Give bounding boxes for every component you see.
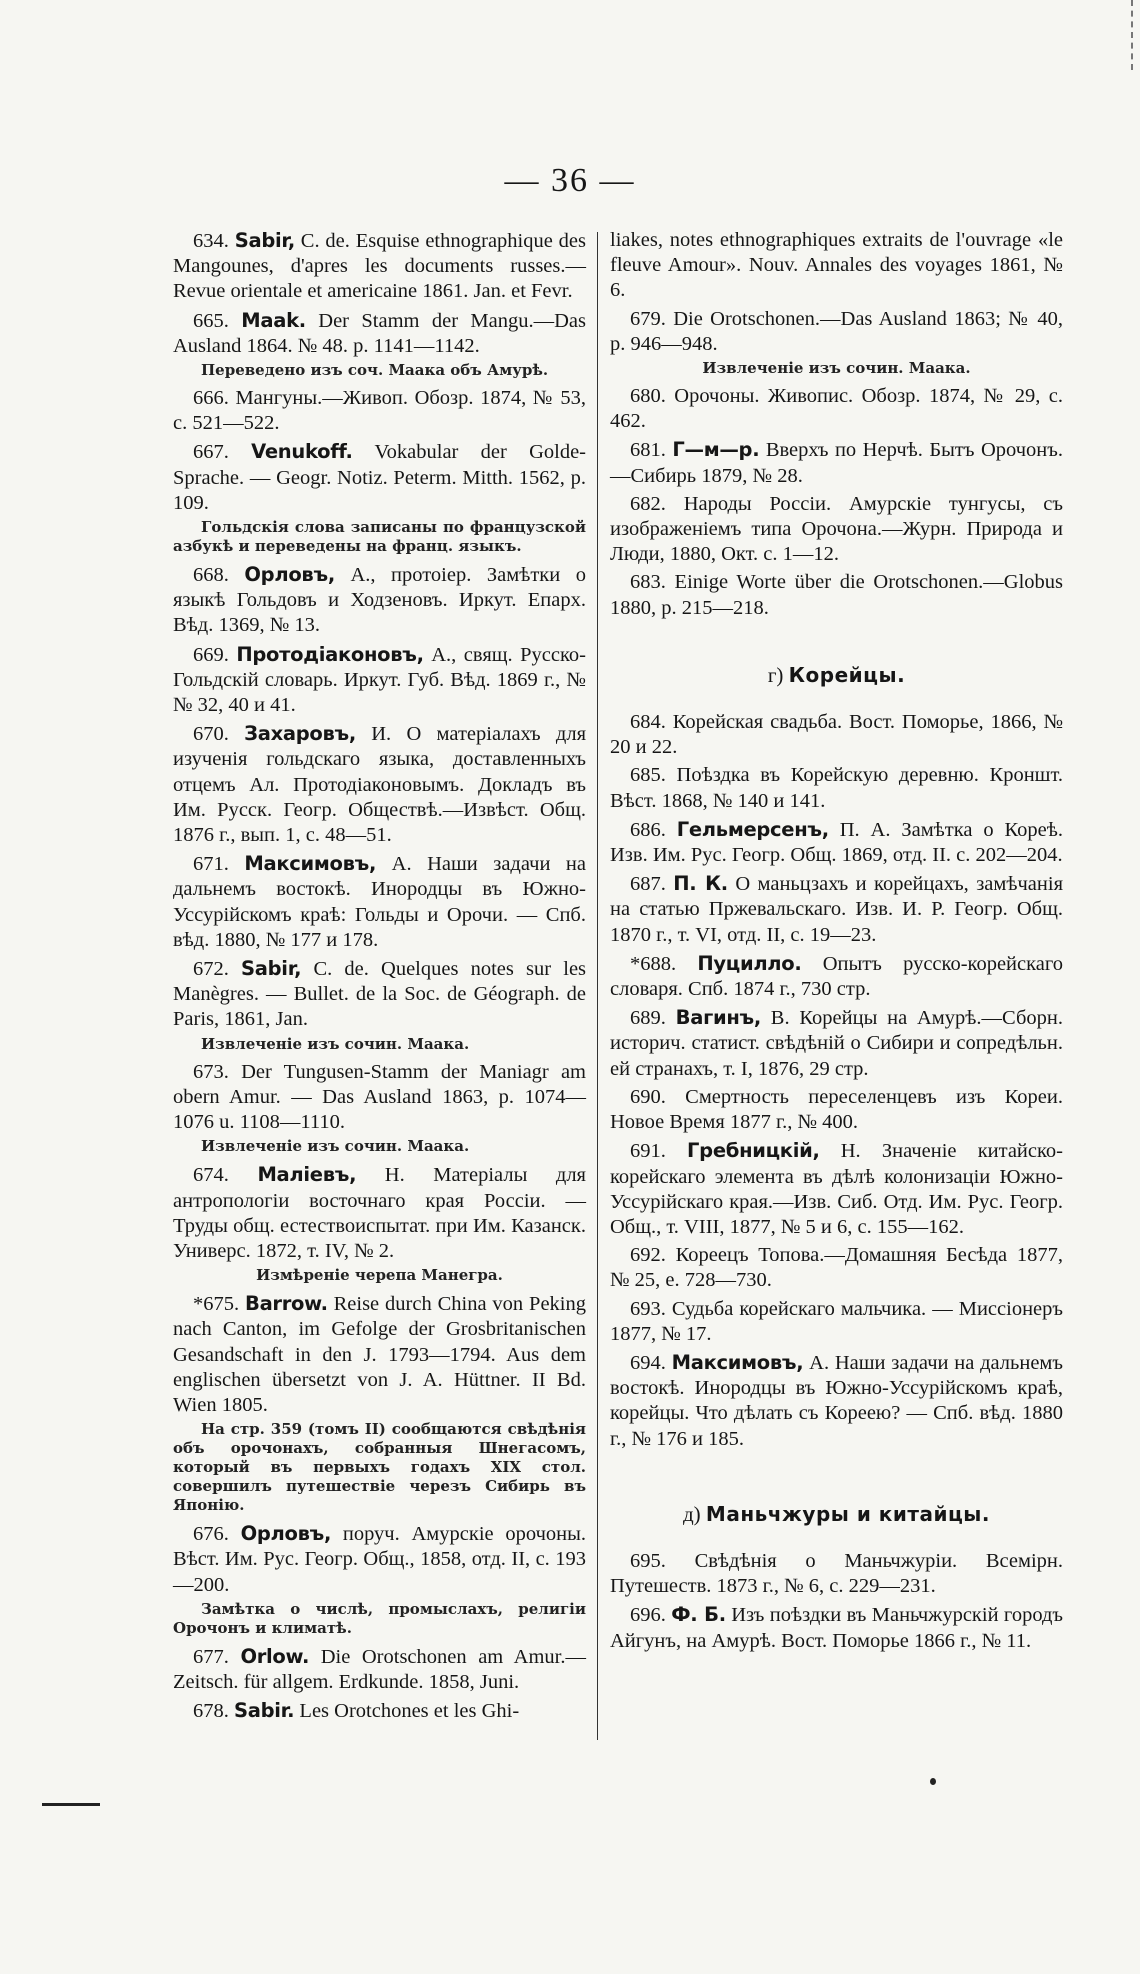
right-column-top xyxy=(610,228,1063,621)
entry-text: Der Stamm der Mangu.—Das Ausland 1864. № 48. p. 1141—1142. xyxy=(173,309,587,357)
entry-text: Мангуны.—Живоп. Обозр. 1874, № 53, с. 521—522. xyxy=(173,387,586,435)
entry-number: 693. xyxy=(630,1297,666,1320)
bib-entry xyxy=(173,439,586,516)
entry-author: Маліевъ, xyxy=(257,1163,357,1187)
page-number: — 36 — xyxy=(504,162,636,199)
entry-text: Die Orotschonen.—Das Ausland 1863; № 40, p. 946—948. xyxy=(610,307,1064,355)
entry-text: Reise durch China von Peking nach Canton, im Gefolge der Grosbritanischen Gesandschaft in den J. 1793—1794. Aus dem englischen übersetzt von J. A. Hüttner. II Bd. Wien 1805. xyxy=(173,1293,586,1416)
entry-text: Орочоны. Живопис. Обозр. 1874, № 29, с. 462. xyxy=(610,385,1063,433)
entry-text: Н. Матеріалы для антропологіи восточнаго края Россіи. — Труды общ. естествоиспытат. при Им. Казанск. Универс. 1872, т. IV, № 2. xyxy=(173,1164,586,1262)
entry-note: Извлеченіе изъ сочин. Маака. xyxy=(201,1034,470,1053)
entry-author: Орловъ, xyxy=(240,1522,332,1546)
bib-entry xyxy=(173,228,586,305)
entry-author: Гельмерсенъ, xyxy=(676,817,829,841)
entry-number: 684. xyxy=(630,711,666,734)
entry-number: 678. xyxy=(193,1700,229,1723)
entry-author: Захаровъ, xyxy=(244,722,356,746)
entry-text: Der Tungusen-Stamm der Maniagr am obern Amur. — Das Ausland 1863, p. 1074—1076 u. 1108—1110. xyxy=(173,1060,587,1134)
bib-entry xyxy=(610,228,1063,304)
entry-note: Извлеченіе изъ сочин. Маака. xyxy=(702,359,971,378)
entry-author: Maak. xyxy=(241,308,306,332)
entry-number: 680. xyxy=(630,385,666,408)
entry-text: Н. Значеніе китайско-корейскаго элемента въ дѣлѣ колонизаціи Южно-Уссурійскаго края.—Изв. Сиб. Отд. Им. Рус. Геогр. Общ., т. VIII, 1877, № 5 и 6, с. 155—162. xyxy=(610,1140,1063,1238)
entry-number: 694. xyxy=(630,1351,666,1374)
entry-text: поруч. Амурскіе орочоны. Вѣст. Им. Рус. Геогр. Общ., 1858, отд. II, с. 193—200. xyxy=(173,1523,586,1596)
entry-number: 686. xyxy=(630,818,666,841)
entry-author: Пуцилло. xyxy=(697,951,802,975)
section-heading-manchus xyxy=(610,1502,1063,1527)
bib-entry xyxy=(610,1350,1063,1452)
entry-note: Переведено изъ соч. Маака объ Амурѣ. xyxy=(201,361,549,380)
bib-entry xyxy=(173,1521,586,1598)
section-title: Корейцы. xyxy=(788,662,906,687)
entry-number: *675. xyxy=(193,1293,240,1316)
entry-number: 670. xyxy=(193,723,229,746)
entry-text: И. О матеріалахъ для изученія гольдскаго языка, доставленныхъ отцемъ Ал. Протодіаконовымъ. Докладъ въ Им. Русск. Геогр. Обществѣ.—Извѣст. Общ. 1876 г., вып. 1, с. 48—51. xyxy=(173,723,586,847)
entry-author: Орловъ, xyxy=(244,563,335,587)
entry-number: 690. xyxy=(630,1085,666,1108)
entry-number: 695. xyxy=(630,1549,666,1572)
entry-number: 665. xyxy=(193,309,229,332)
entry-number: 677. xyxy=(193,1645,229,1668)
entry-author: Гребницкій, xyxy=(687,1139,820,1163)
entry-number: 681. xyxy=(630,439,666,462)
column-divider xyxy=(597,232,598,1740)
bib-entry xyxy=(610,1297,1063,1347)
bib-entry xyxy=(173,1644,586,1695)
entry-text: Судьба корейскаго мальчика. — Миссіонеръ 1877, № 17. xyxy=(610,1297,1063,1345)
bib-entry xyxy=(610,1138,1063,1240)
left-column xyxy=(173,228,586,1727)
entry-note: Гольдскія слова записаны по французской азбукѣ и переведены на франц. языкъ. xyxy=(173,518,586,556)
entry-text: Вверхъ по Нерчѣ. Бытъ Орочонъ.—Сибирь 1879, № 28. xyxy=(610,439,1064,487)
entry-text: А. Наши задачи на дальнемъ востокѣ. Инородцы въ Южно-Уссурійскомъ краѣ, корейцы. Что дѣлать съ Кореею? — Спб. вѣд. 1880 г., № 176 и 185. xyxy=(610,1351,1063,1450)
entry-number: 666. xyxy=(193,387,229,410)
entry-author: Orlow. xyxy=(240,1644,310,1668)
bib-entry xyxy=(173,562,586,639)
ink-dot xyxy=(930,1778,936,1785)
bib-entry xyxy=(173,642,586,719)
bib-entry xyxy=(610,951,1063,1002)
entry-author: Sabir, xyxy=(234,229,295,252)
entry-note: На стр. 359 (томъ II) сообщаются свѣдѣнія объ орочонахъ, собранныя Шнегасомъ, который въ первыхъ годахъ XIX стол. совершилъ путешествіе черезъ Сибирь въ Японію. xyxy=(173,1420,586,1515)
entry-text: Корейская свадьба. Вост. Поморье, 1866, № 20 и 22. xyxy=(610,711,1063,759)
entry-text: Смертность переселенцевъ изъ Кореи. Новое Время 1877 г., № 400. xyxy=(610,1085,1063,1134)
right-column-koreans xyxy=(610,710,1063,1452)
entry-text: А. Наши задачи на дальнемъ востокѣ. Инородцы въ Южно-Уссурійскомъ краѣ: Гольды и Орочи. — Спб. вѣд. 1880, № 177 и 178. xyxy=(173,853,586,951)
entry-author: Sabir. xyxy=(234,1699,295,1723)
entry-text: О маньцзахъ и корейцахъ, замѣчанія на статью Пржевальскаго. Изв. И. Р. Геогр. Общ. 1870 г., т. VI, отд. II, с. 19—23. xyxy=(610,873,1063,946)
entry-number: 634. xyxy=(193,230,229,252)
entry-number: 689. xyxy=(630,1007,666,1030)
entry-text: liakes, notes ethnographiques extraits de l'ouvrage «le fleuve Amour». Nouv. Annales des voyages 1861, № 6. xyxy=(610,229,1063,302)
entry-text: Изъ поѣздки въ Маньчжурскій городъ Айгунъ, на Амурѣ. Вост. Поморье 1866 г., № 11. xyxy=(610,1604,1064,1652)
entry-author: Barrow. xyxy=(245,1292,328,1316)
bib-entry xyxy=(610,492,1063,568)
bib-entry xyxy=(610,437,1063,488)
bib-entry xyxy=(610,570,1063,620)
entry-number: 685. xyxy=(630,764,666,787)
entry-author: Протодіаконовъ, xyxy=(236,642,424,666)
bib-entry xyxy=(610,710,1063,760)
section-letter: г) xyxy=(767,662,784,687)
entry-number: 671. xyxy=(193,853,229,876)
bib-entry xyxy=(173,956,586,1033)
entry-number: 682. xyxy=(630,492,666,515)
entry-text: Vokabular der Golde-Sprache. — Geogr. Notiz. Peterm. Mitth. 1562, p. 109. xyxy=(173,441,586,514)
entry-text: Свѣдѣнія о Маньчжуріи. Всемірн. Путешеств. 1873 г., № 6, с. 229—231. xyxy=(610,1549,1063,1598)
entry-number: 672. xyxy=(193,958,229,981)
entry-text: Einige Worte über die Orotschonen.—Globus 1880, p. 215—218. xyxy=(610,571,1064,619)
bib-entry xyxy=(610,763,1063,813)
entry-number: 683. xyxy=(630,571,666,594)
entry-number: 676. xyxy=(193,1523,229,1546)
entry-author: Вагинъ, xyxy=(675,1006,761,1030)
scan-edge-mark xyxy=(1131,0,1133,70)
entry-number: 691. xyxy=(630,1140,666,1163)
entry-author: Максимовъ, xyxy=(244,852,377,876)
section-title: Маньчжуры и китайцы. xyxy=(705,1501,990,1526)
bib-entry xyxy=(610,384,1063,434)
entry-number: *688. xyxy=(630,952,677,975)
right-column-manchus xyxy=(610,1549,1063,1654)
entry-text: Поѣздка въ Корейскую деревню. Кроншт. Вѣст. 1868, № 140 и 141. xyxy=(610,764,1063,812)
entry-number: 687. xyxy=(630,873,666,896)
entry-note: Измѣреніе черепа Манегра. xyxy=(256,1266,503,1285)
margin-mark xyxy=(42,1803,100,1806)
bib-entry xyxy=(610,1549,1063,1599)
entry-number: 679. xyxy=(630,307,666,330)
entry-note: Замѣтка о числѣ, промыслахъ, религіи Орочонъ и климатѣ. xyxy=(173,1599,586,1637)
bib-entry xyxy=(610,1602,1063,1653)
entry-number: 674. xyxy=(193,1164,229,1187)
bib-entry xyxy=(610,817,1063,868)
entry-author: П. К. xyxy=(673,872,728,896)
bib-entry xyxy=(610,871,1063,948)
bib-entry xyxy=(173,1162,586,1264)
entry-text: Die Orotschonen am Amur.—Zeitsch. für allgem. Erdkunde. 1858, Juni. xyxy=(173,1645,586,1693)
bib-entry xyxy=(610,307,1063,357)
entry-text: Опытъ русско-корейскаго словаря. Спб. 1874 г., 730 стр. xyxy=(610,952,1064,1001)
section-letter: д) xyxy=(682,1501,701,1526)
bib-entry xyxy=(173,308,586,359)
entry-text: П. А. Замѣтка о Кореѣ. Изв. Им. Рус. Геогр. Общ. 1869, отд. II. с. 202—204. xyxy=(610,818,1064,867)
entry-author: Г—м—р. xyxy=(672,438,760,462)
entry-text: Кореецъ Топова.—Домашняя Бесѣда 1877, № 25, е. 728—730. xyxy=(610,1244,1063,1292)
entry-note: Извлеченіе изъ сочин. Маака. xyxy=(201,1137,470,1156)
entry-author: Ф. Б. xyxy=(671,1603,726,1627)
entry-number: 669. xyxy=(193,643,229,666)
entry-number: 668. xyxy=(193,564,229,587)
bib-entry xyxy=(610,1005,1063,1082)
entry-text: А., протоіер. Замѣтки о языкѣ Гольдовъ и Ходзеновъ. Иркут. Епарх. Вѣд. 1369, № 13. xyxy=(173,564,587,637)
bib-entry xyxy=(610,1085,1063,1135)
entry-text: В. Корейцы на Амурѣ.—Сборн. историч. статист. свѣдѣній о Сибири и сопредѣльн. ей странахъ, т. I, 1876, 29 стр. xyxy=(610,1007,1063,1080)
entry-author: Максимовъ, xyxy=(671,1350,804,1374)
entry-number: 692. xyxy=(630,1244,666,1267)
entry-author: Venukoff. xyxy=(251,440,353,464)
bib-entry xyxy=(173,386,586,436)
entry-number: 667. xyxy=(193,441,229,464)
bib-entry xyxy=(173,851,586,953)
entry-text: Народы Россіи. Амурскіе тунгусы, съ изображеніемъ типа Орочона.—Журн. Природа и Люди, 1880, Окт. с. 1—12. xyxy=(610,492,1063,566)
entry-text: Les Orotchones et les Ghi- xyxy=(299,1700,520,1723)
entry-text: C. de. Quelques notes sur les Manègres. — Bullet. de la Soc. de Géograph. de Paris, 1861, Jan. xyxy=(173,958,587,1031)
entry-text: А., свящ. Русско-Гольдскій словарь. Иркут. Губ. Вѣд. 1869 г., №№ 32, 40 и 41. xyxy=(173,643,586,717)
entry-text: C. de. Esquise ethnographique des Mangounes, d'apres les documents russes.—Revue orientale et americaine 1861. Jan. et Fevr. xyxy=(173,230,587,303)
bib-entry xyxy=(173,1698,586,1724)
entry-number: 696. xyxy=(630,1604,666,1627)
section-heading-koreans xyxy=(610,663,1063,688)
bib-entry xyxy=(173,1060,586,1136)
entry-author: Sabir, xyxy=(241,957,302,981)
entry-number: 673. xyxy=(193,1060,229,1083)
right-column xyxy=(610,228,1063,1657)
bib-entry xyxy=(610,1243,1063,1293)
bib-entry xyxy=(173,721,586,848)
bib-entry xyxy=(173,1291,586,1418)
